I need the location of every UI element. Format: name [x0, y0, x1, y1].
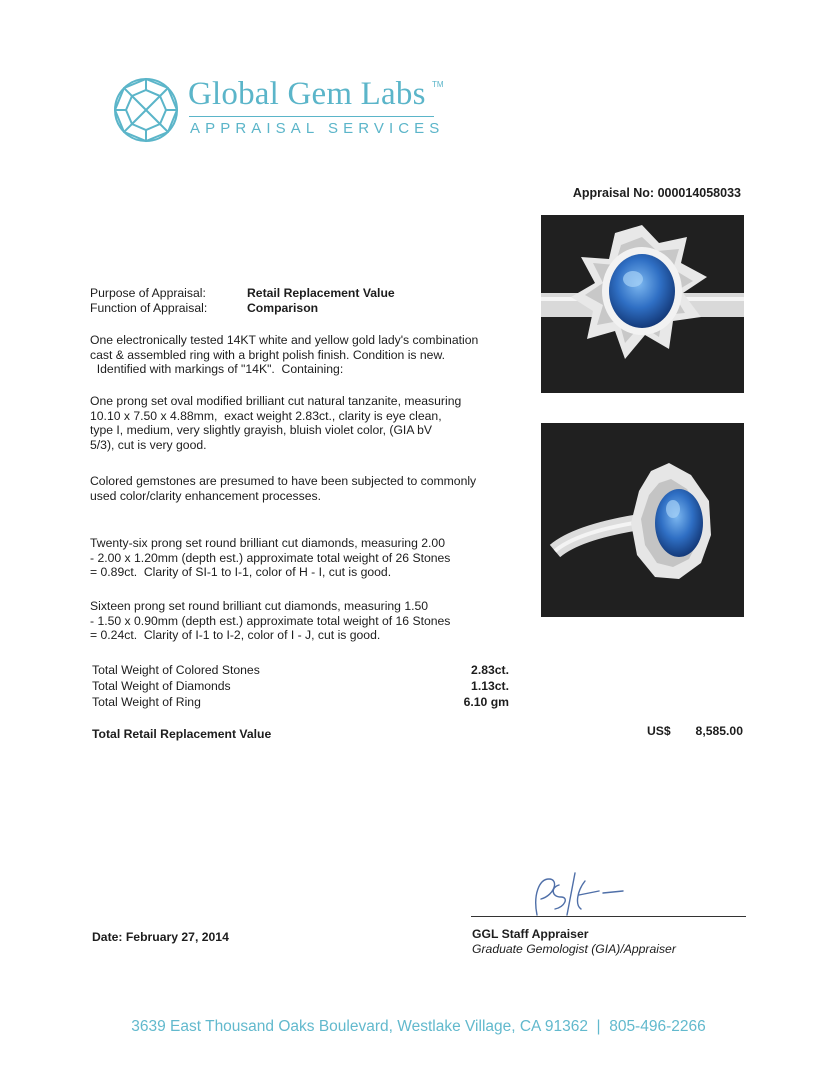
footer-address: 3639 East Thousand Oaks Boulevard, Westlake Village, CA 91362 | 805-496-2266	[131, 1018, 706, 1035]
diamonds-16-line: Sixteen prong set round brilliant cut diamonds, measuring 1.50	[90, 599, 429, 613]
logo-subtitle: APPRAISAL SERVICES	[190, 120, 445, 137]
appraiser-title: GGL Staff Appraiser	[472, 927, 589, 941]
total-diamonds-value: 1.13ct.	[471, 679, 509, 693]
tanzanite-line: type I, medium, very slightly grayish, bluish violet color, (GIA bV	[90, 423, 433, 438]
description-line: One electronically tested 14KT white and yellow gold lady's combination	[90, 333, 479, 347]
purpose-value: Retail Replacement Value	[247, 286, 395, 300]
logo-trademark: TM	[432, 80, 444, 89]
enhancement-line: Colored gemstones are presumed to have been subjected to commonly	[90, 474, 477, 488]
diamonds-16-description	[90, 599, 450, 643]
enhancement-note	[90, 474, 476, 503]
description-line: Identified with markings of "14K". Containing:	[90, 362, 344, 377]
tanzanite-line: 5/3), cut is very good.	[90, 437, 207, 452]
diamonds-16-line: = 0.24ct. Clarity of I-1 to I-2, color of I - J, cut is good.	[90, 628, 381, 643]
description-line: cast & assembled ring with a bright polish finish. Condition is new.	[90, 347, 445, 362]
total-diamonds-label: Total Weight of Diamonds	[92, 679, 231, 693]
diamonds-26-line: - 2.00 x 1.20mm (depth est.) approximate total weight of 26 Stones	[90, 550, 451, 565]
purpose-label: Purpose of Appraisal:	[90, 286, 206, 300]
ring-photo-side	[541, 423, 744, 617]
tanzanite-line: 10.10 x 7.50 x 4.88mm, exact weight 2.83ct., clarity is eye clean,	[90, 408, 442, 423]
enhancement-line: used color/clarity enhancement processes.	[90, 488, 322, 503]
appraisal-number: Appraisal No: 000014058033	[572, 186, 741, 200]
diamonds-26-line: Twenty-six prong set round brilliant cut diamonds, measuring 2.00	[90, 536, 445, 550]
total-ring-value: 6.10 gm	[463, 695, 509, 709]
tanzanite-line: One prong set oval modified brilliant cut natural tanzanite, measuring	[90, 394, 462, 408]
appraisal-date: Date: February 27, 2014	[92, 930, 229, 944]
retail-value-label: Total Retail Replacement Value	[92, 727, 272, 741]
logo-divider	[189, 116, 434, 117]
signature-line	[471, 916, 746, 917]
logo-name: Global Gem Labs	[188, 76, 426, 112]
ring-side-illustration	[541, 423, 744, 617]
appraiser-subtitle: Graduate Gemologist (GIA)/Appraiser	[472, 942, 676, 956]
retail-value: 8,585.00	[695, 724, 743, 738]
function-value: Comparison	[247, 301, 319, 315]
diamonds-26-line: = 0.89ct. Clarity of SI-1 to I-1, color of H - I, cut is good.	[90, 565, 392, 580]
tanzanite-description	[90, 394, 461, 452]
total-colored-label: Total Weight of Colored Stones	[92, 663, 260, 677]
diamonds-16-line: - 1.50 x 0.90mm (depth est.) approximate total weight of 16 Stones	[90, 613, 451, 628]
ring-photo-top	[541, 215, 744, 393]
function-label: Function of Appraisal:	[90, 301, 208, 315]
ring-top-illustration	[541, 215, 744, 393]
total-colored-value: 2.83ct.	[471, 663, 509, 677]
diamonds-26-description	[90, 536, 450, 580]
retail-currency: US$	[647, 724, 671, 738]
total-ring-label: Total Weight of Ring	[92, 695, 201, 709]
appraiser-signature	[515, 865, 625, 920]
ring-description	[90, 333, 478, 377]
logo-gem-icon	[112, 76, 180, 144]
